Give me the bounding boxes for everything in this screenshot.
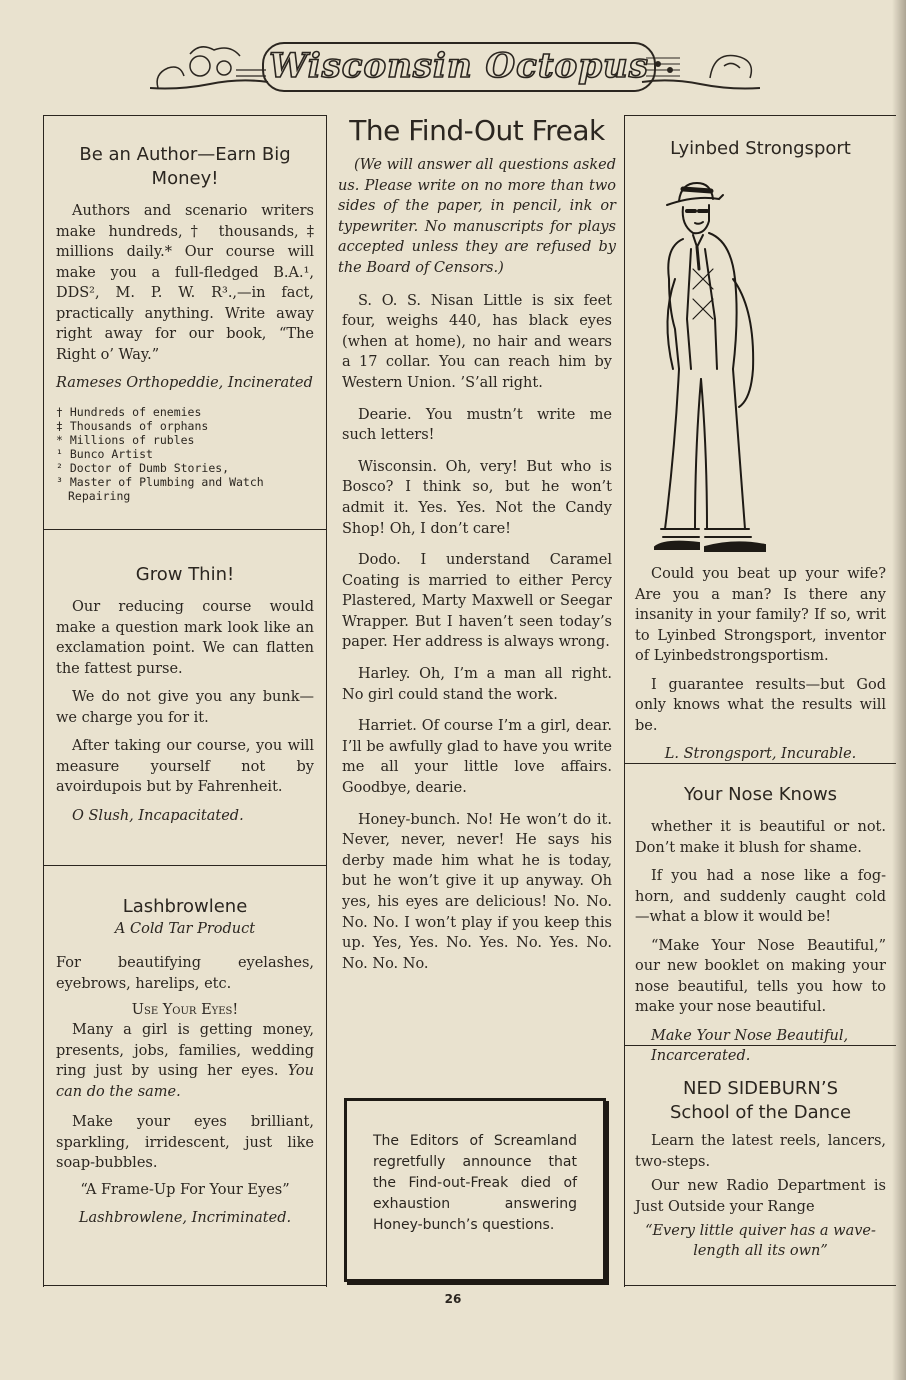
lashbrowlene-ad [44, 895, 326, 1232]
dance-ad [625, 1077, 896, 1265]
grow-thin-heading: Grow Thin! [135, 564, 235, 585]
author-ad-signature: Rameses Orthopeddie, Incinerated [56, 375, 313, 391]
author-ad-footnotes [56, 405, 314, 503]
editors-notice-box [344, 1098, 606, 1282]
nose-heading: Your Nose Knows [683, 784, 838, 805]
divider [625, 1045, 896, 1046]
lashbrowlene-p3: Make your eyes brilliant, sparkling, irridescent, just like soap-bubbles. [56, 1114, 314, 1171]
footnote: ¹ Bunco Artist [56, 447, 153, 461]
nose-p1: whether it is beautiful or not. Don’t make it blush for shame. [635, 819, 886, 856]
masthead-title: Wisconsin Octopus [262, 42, 656, 92]
strongsport-ad [625, 137, 896, 768]
author-ad-body: Authors and scenario writers make hundreds,† thousands,‡ millions daily.* Our course will make you a full-fledged B.A.¹, DDS², M. P. W. R³.,—in fact, practically anything. Write away right away for our book, “The Right o’ Way.” [56, 203, 314, 363]
answer-item: Wisconsin. Oh, very! But who is Bosco? I think so, but he won’t admit it. Yes. Yes. Not the Candy Shop! Oh, I don’t care! [342, 458, 612, 537]
dance-quote: “Every little quiver has a wave-length all its own” [645, 1223, 876, 1259]
author-ad [44, 143, 326, 503]
divider [44, 1285, 326, 1286]
find-out-freak-title: The Find-Out Freak [349, 114, 605, 147]
answer-item: S. O. S. Nisan Little is six feet four, weighs 440, has black eyes (when at home), no hair and wears a 17 collar. You can reach him by Western Union. ’S’all right. [342, 292, 612, 391]
page-number: 26 [444, 1292, 462, 1306]
footnote: ‡ Thousands of orphans [56, 419, 209, 433]
strongsport-signature: L. Strongsport, Incurable. [664, 746, 857, 762]
divider [44, 529, 326, 530]
grow-thin-p2: We do not give you any bunk—we charge you for it. [56, 689, 314, 726]
author-ad-heading: Be an Author—Earn Big Money! [79, 144, 291, 189]
divider [625, 763, 896, 764]
answers-list [334, 291, 620, 975]
lashbrowlene-p1: For beautifying eyelashes, eyebrows, harelips, etc. [56, 955, 314, 992]
footnote: * Millions of rubles [56, 433, 195, 447]
dance-heading-name: NED SIDEBURN’S [682, 1078, 839, 1099]
lashbrowlene-heading: Lashbrowlene [122, 896, 248, 917]
grow-thin-p1: Our reducing course would make a question mark look like an exclamation point. We can flatten the fattest purse. [56, 599, 314, 677]
dance-p2: Our new Radio Department is Just Outside your Range [635, 1178, 886, 1215]
page-edge-shadow [892, 0, 906, 1380]
footnote: † Hundreds of enemies [56, 405, 202, 419]
grow-thin-ad [44, 563, 326, 830]
editors-notice-text: The Editors of Screamland regretfully announce that the Find-out-Freak died of exhaustion answering Honey-bunch’s questions. [373, 1133, 577, 1233]
strongsport-heading: Lyinbed Strongsport [670, 138, 851, 159]
man-in-hat-illustration-icon [635, 169, 785, 554]
ornament-right-icon [640, 38, 760, 96]
footnote: ³ Master of Plumbing and Watch Repairing [56, 475, 264, 503]
masthead [150, 38, 760, 96]
divider [625, 115, 896, 116]
answer-item: Honey-bunch. No! He won’t do it. Never, never, never! He says his derby made him what he is today, but he won’t give it up anyway. Oh yes, his eyes are delicious! No. No. No. No. I won’t play if you keep this up. Yes, Yes. No. Yes. No. Yes. No. No. No. No. [342, 811, 612, 972]
middle-column [334, 108, 620, 1288]
answer-item: Dodo. I understand Caramel Coating is married to either Percy Plastered, Marty Maxwell or Seegar Wrapper. But I haven’t seen today’s paper. Her address is always wrong. [342, 552, 612, 651]
nose-signature: Make Your Nose Beautiful, Incarcerated. [651, 1027, 849, 1064]
lashbrowlene-p2b: You can do the same. [56, 1063, 314, 1100]
answer-item: Harriet. Of course I’m a girl, dear. I’ll be awfully glad to have you write me all your little love affairs. Goodbye, dearie. [342, 718, 612, 797]
answer-item: Harley. Oh, I’m a man all right. No girl could stand the work. [342, 666, 612, 703]
nose-ad [625, 783, 896, 1070]
strongsport-p1: Could you beat up your wife? Are you a man? Is there any insanity in your family? If so, writ to Lyinbed Strongsport, inventor of Lyinbedstrongsportism. [635, 566, 886, 664]
nose-p3: “Make Your Nose Beautiful,” our new booklet on making your nose beautiful, tells you how to make your nose beautiful. [635, 937, 886, 1015]
lashbrowlene-subheading: A Cold Tar Product [114, 921, 256, 937]
strongsport-p2: I guarantee results—but God only knows what the results will be. [635, 676, 886, 734]
divider [44, 115, 326, 116]
right-column [624, 115, 896, 1287]
left-column [43, 115, 327, 1287]
grow-thin-p3: After taking our course, you will measure yourself not by avoirdupois but by Fahrenheit. [56, 738, 314, 795]
answer-item: Dearie. You mustn’t write me such letters! [342, 406, 612, 444]
dance-heading-school: School of the Dance [669, 1102, 852, 1123]
lashbrowlene-p2 [56, 1020, 314, 1102]
grow-thin-signature: O Slush, Incapacitated. [72, 807, 244, 824]
lashbrowlene-p2a: Many a girl is getting money, presents, jobs, families, wedding ring just by using her eyes. [56, 1022, 314, 1079]
lashbrowlene-signature: Lashbrowlene, Incriminated. [78, 1209, 292, 1226]
nose-p2: If you had a nose like a fog-horn, and suddenly caught cold —what a blow it would be! [635, 868, 886, 925]
find-out-freak-intro: (We will answer all questions asked us. Please write on no more than two sides of the paper, in pencil, ink or typewriter. No manuscripts for plays accepted unless they are refused by the Board of Censors.) [338, 157, 616, 276]
lashbrowlene-caps: Use Your Eyes! [131, 1002, 239, 1018]
divider [625, 1285, 896, 1286]
divider [44, 865, 326, 866]
footnote: ² Doctor of Dumb Stories, [56, 461, 230, 475]
ornament-left-icon [150, 38, 270, 96]
dance-p1: Learn the latest reels, lancers, two-steps. [635, 1133, 886, 1170]
lashbrowlene-quote: “A Frame-Up For Your Eyes” [80, 1181, 290, 1198]
